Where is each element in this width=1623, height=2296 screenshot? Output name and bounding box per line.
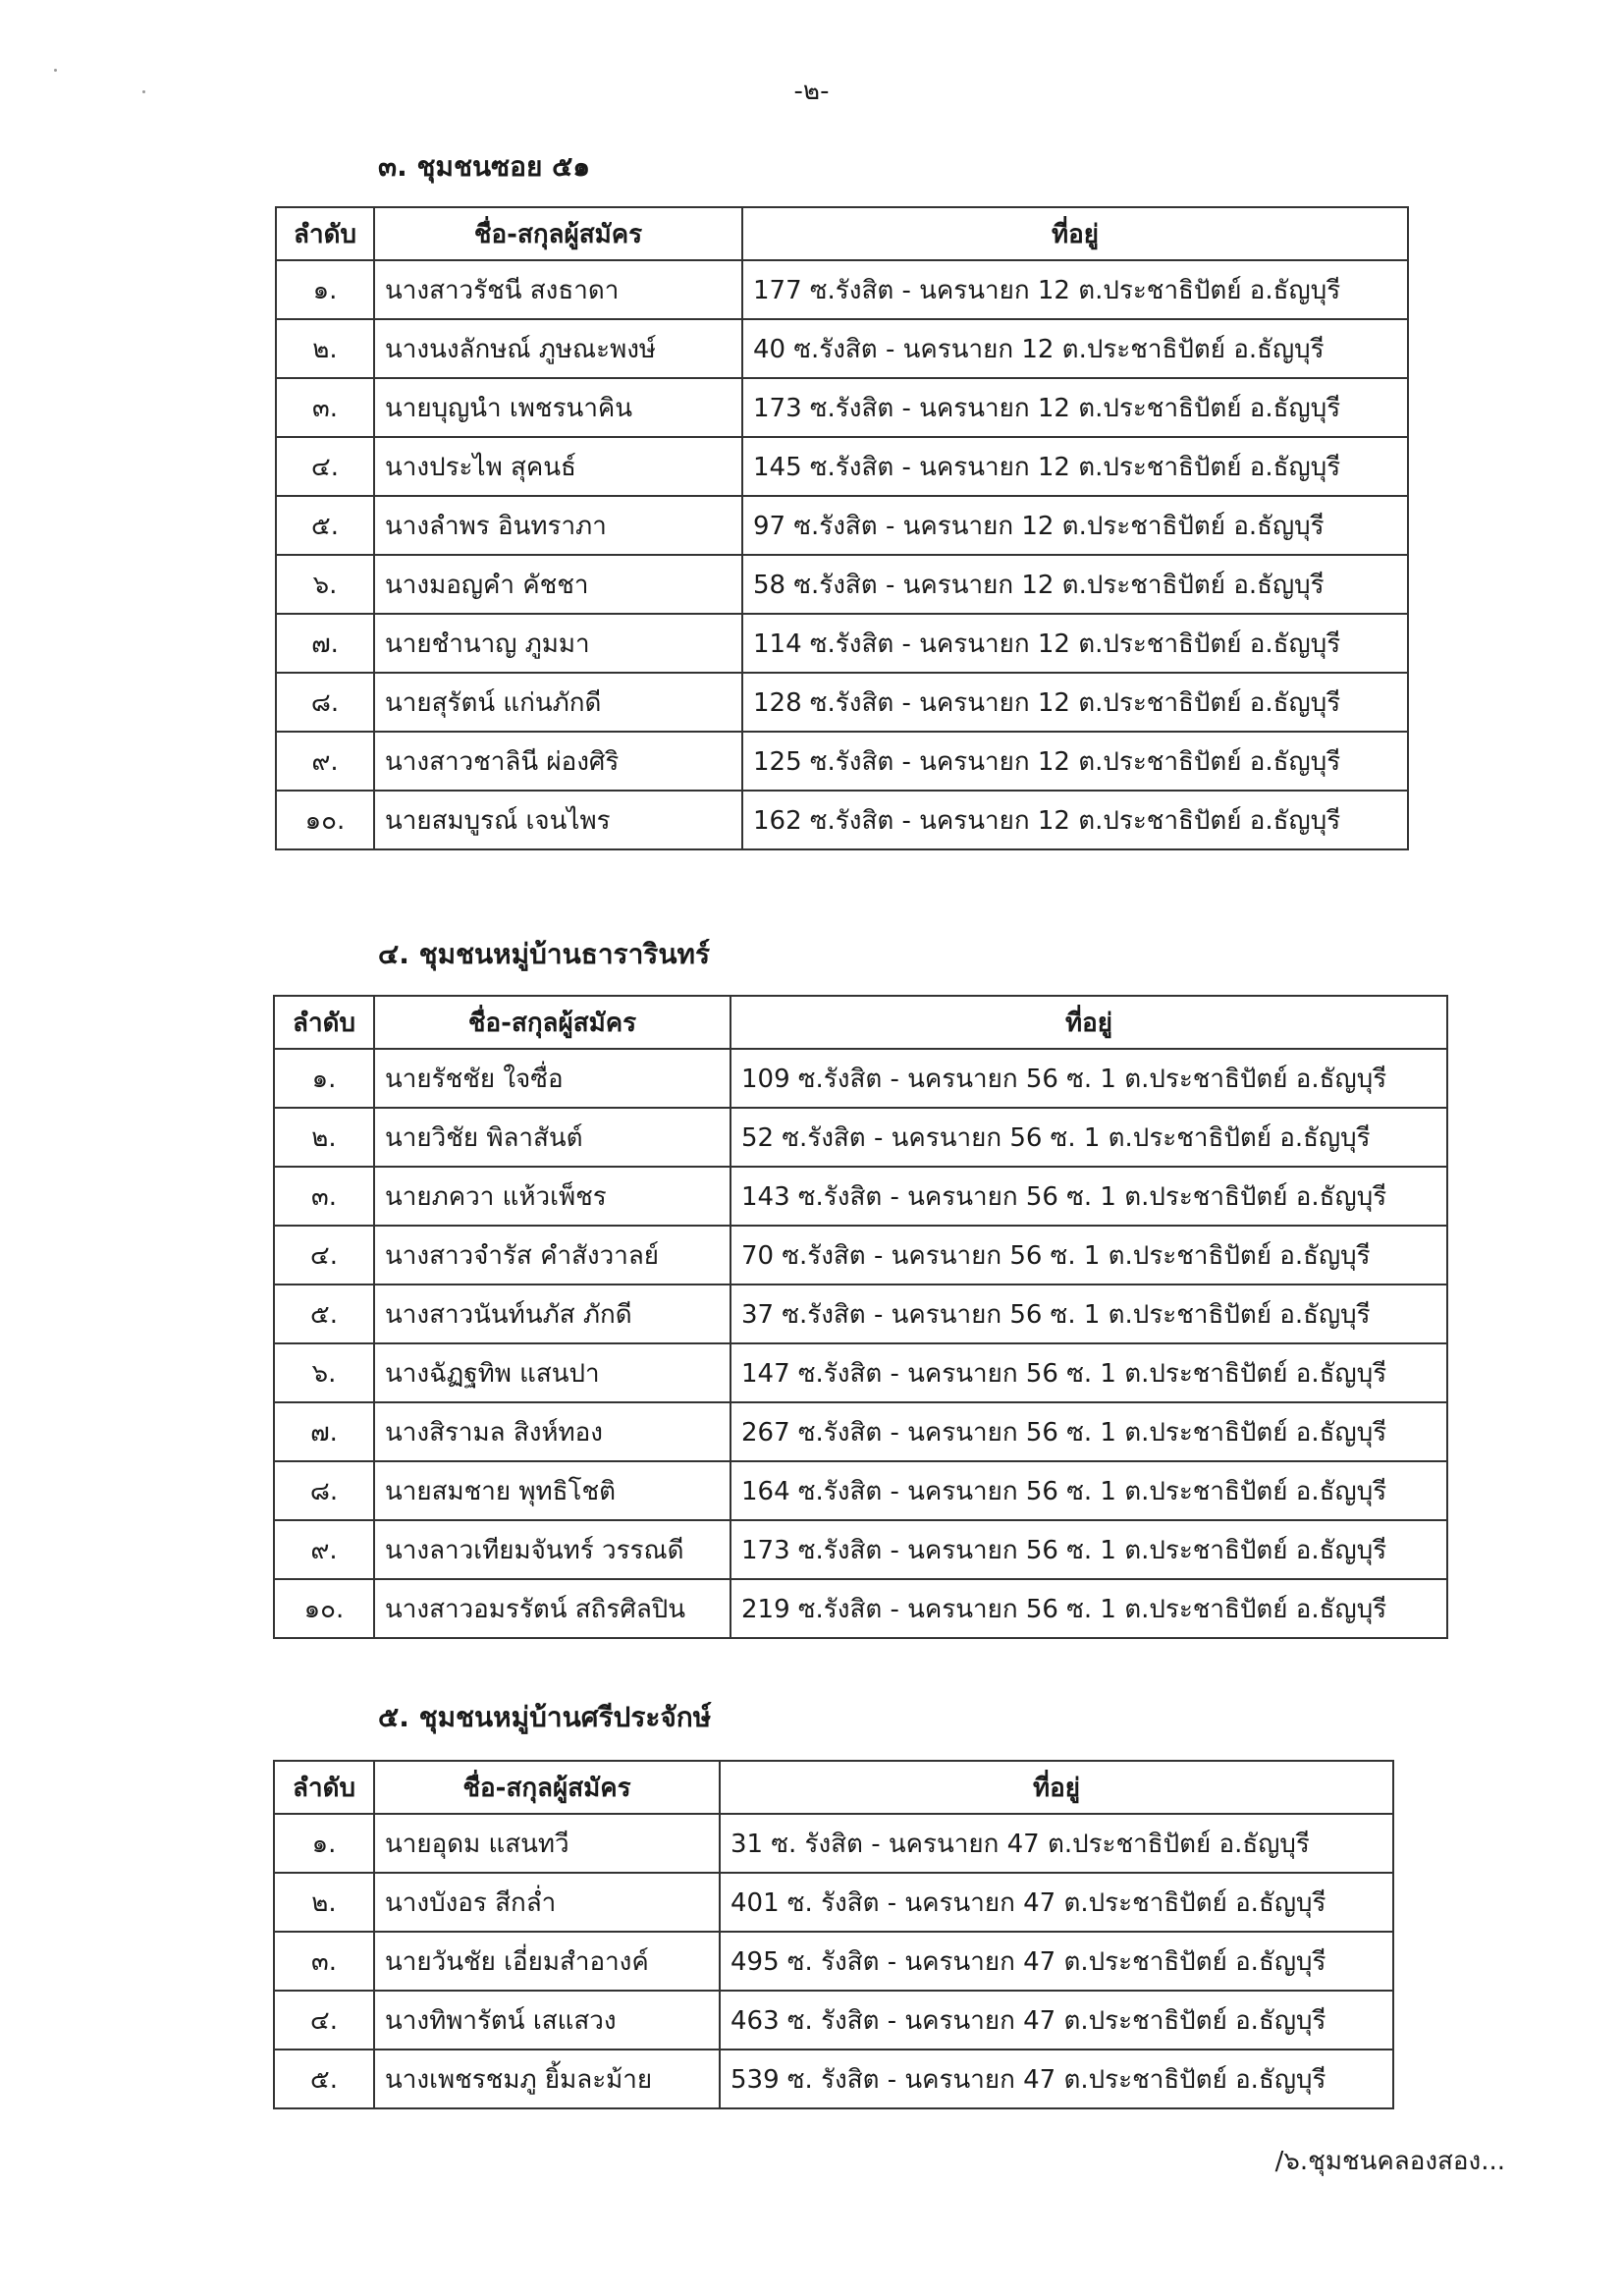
table-row: [276, 555, 1408, 614]
table-row: [274, 1991, 1393, 2050]
column-header-index: ลำดับ: [274, 996, 374, 1049]
column-header-index: ลำดับ: [274, 1761, 374, 1814]
table-row: [274, 1461, 1447, 1520]
row-name-cell: นางสาวชาลินี ผ่องศิริ: [374, 732, 742, 791]
table-row: [276, 673, 1408, 732]
row-index-cell: ๒.: [274, 1873, 374, 1932]
row-address-cell: 37 ซ.รังสิต - นครนายก 56 ซ. 1 ต.ประชาธิปัตย์ อ.ธัญบุรี: [730, 1285, 1447, 1343]
row-name-cell: นายวันชัย เอี่ยมสำอางค์: [374, 1932, 720, 1991]
table-row: [276, 378, 1408, 437]
table-row: [276, 260, 1408, 319]
row-index-cell: ๔.: [276, 437, 374, 496]
section-5-table: [273, 1760, 1394, 2109]
row-address-cell: 162 ซ.รังสิต - นครนายก 12 ต.ประชาธิปัตย์ อ.ธัญบุรี: [742, 791, 1408, 849]
row-address-cell: 114 ซ.รังสิต - นครนายก 12 ต.ประชาธิปัตย์ อ.ธัญบุรี: [742, 614, 1408, 673]
column-header-address: ที่อยู่: [730, 996, 1447, 1049]
row-name-cell: นางทิพารัตน์ เสแสวง: [374, 1991, 720, 2050]
row-name-cell: นายอุดม แสนทวี: [374, 1814, 720, 1873]
row-address-cell: 58 ซ.รังสิต - นครนายก 12 ต.ประชาธิปัตย์ อ.ธัญบุรี: [742, 555, 1408, 614]
table-row: [276, 791, 1408, 849]
row-name-cell: นายสมบูรณ์ เจนไพร: [374, 791, 742, 849]
row-name-cell: นางสาวรัชนี สงธาดา: [374, 260, 742, 319]
row-address-cell: 177 ซ.รังสิต - นครนายก 12 ต.ประชาธิปัตย์ อ.ธัญบุรี: [742, 260, 1408, 319]
table-row: [274, 1932, 1393, 1991]
row-index-cell: ๑๐.: [274, 1579, 374, 1638]
row-name-cell: นายรัชชัย ใจซื่อ: [374, 1049, 730, 1108]
table-row: [274, 1285, 1447, 1343]
row-index-cell: ๗.: [276, 614, 374, 673]
row-name-cell: นางนงลักษณ์ ภูษณะพงษ์: [374, 319, 742, 378]
row-index-cell: ๖.: [276, 555, 374, 614]
column-header-address: ที่อยู่: [720, 1761, 1393, 1814]
row-name-cell: นางฉัฏฐทิพ แสนปา: [374, 1343, 730, 1402]
row-name-cell: นางเพชรชมภู ยิ้มละม้าย: [374, 2050, 720, 2108]
table-row: [274, 1226, 1447, 1285]
row-name-cell: นายวิชัย พิลาสันต์: [374, 1108, 730, 1167]
table-row: [274, 1167, 1447, 1226]
row-index-cell: ๕.: [276, 496, 374, 555]
section-3-heading: ๓. ชุมชนซอย ๕๑: [378, 150, 591, 183]
table-row: [274, 1520, 1447, 1579]
row-index-cell: ๑.: [274, 1049, 374, 1108]
row-address-cell: 219 ซ.รังสิต - นครนายก 56 ซ. 1 ต.ประชาธิปัตย์ อ.ธัญบุรี: [730, 1579, 1447, 1638]
table-row: [274, 1049, 1447, 1108]
row-name-cell: นางประไพ สุคนธ์: [374, 437, 742, 496]
row-address-cell: 463 ซ. รังสิต - นครนายก 47 ต.ประชาธิปัตย์ อ.ธัญบุรี: [720, 1991, 1393, 2050]
row-address-cell: 125 ซ.รังสิต - นครนายก 12 ต.ประชาธิปัตย์ อ.ธัญบุรี: [742, 732, 1408, 791]
continuation-note: /๖.ชุมชนคลองสอง...: [1274, 2147, 1505, 2176]
row-address-cell: 173 ซ.รังสิต - นครนายก 12 ต.ประชาธิปัตย์ อ.ธัญบุรี: [742, 378, 1408, 437]
table-row: [276, 319, 1408, 378]
row-address-cell: 40 ซ.รังสิต - นครนายก 12 ต.ประชาธิปัตย์ อ.ธัญบุรี: [742, 319, 1408, 378]
row-address-cell: 109 ซ.รังสิต - นครนายก 56 ซ. 1 ต.ประชาธิปัตย์ อ.ธัญบุรี: [730, 1049, 1447, 1108]
table-row: [274, 1814, 1393, 1873]
row-name-cell: นายชำนาญ ภูมมา: [374, 614, 742, 673]
table-header-row: [274, 996, 1447, 1049]
column-header-index: ลำดับ: [276, 207, 374, 260]
table-row: [274, 1343, 1447, 1402]
row-address-cell: 401 ซ. รังสิต - นครนายก 47 ต.ประชาธิปัตย์ อ.ธัญบุรี: [720, 1873, 1393, 1932]
column-header-name: ชื่อ-สกุลผู้สมัคร: [374, 996, 730, 1049]
table-row: [274, 1873, 1393, 1932]
table-row: [276, 437, 1408, 496]
row-address-cell: 173 ซ.รังสิต - นครนายก 56 ซ. 1 ต.ประชาธิปัตย์ อ.ธัญบุรี: [730, 1520, 1447, 1579]
row-index-cell: ๔.: [274, 1226, 374, 1285]
row-address-cell: 70 ซ.รังสิต - นครนายก 56 ซ. 1 ต.ประชาธิปัตย์ อ.ธัญบุรี: [730, 1226, 1447, 1285]
table-row: [276, 614, 1408, 673]
row-address-cell: 147 ซ.รังสิต - นครนายก 56 ซ. 1 ต.ประชาธิปัตย์ อ.ธัญบุรี: [730, 1343, 1447, 1402]
section-5-heading: ๕. ชุมชนหมู่บ้านศรีประจักษ์: [378, 1701, 712, 1733]
row-name-cell: นางบังอร สีกล่ำ: [374, 1873, 720, 1932]
row-index-cell: ๙.: [274, 1520, 374, 1579]
row-name-cell: นางสาวนันท์นภัส ภักดี: [374, 1285, 730, 1343]
row-index-cell: ๒.: [276, 319, 374, 378]
table-header-row: [274, 1761, 1393, 1814]
column-header-name: ชื่อ-สกุลผู้สมัคร: [374, 207, 742, 260]
row-address-cell: 52 ซ.รังสิต - นครนายก 56 ซ. 1 ต.ประชาธิปัตย์ อ.ธัญบุรี: [730, 1108, 1447, 1167]
row-address-cell: 539 ซ. รังสิต - นครนายก 47 ต.ประชาธิปัตย์ อ.ธัญบุรี: [720, 2050, 1393, 2108]
row-index-cell: ๑.: [274, 1814, 374, 1873]
section-4-heading: ๔. ชุมชนหมู่บ้านธารารินทร์: [378, 938, 710, 970]
column-header-name: ชื่อ-สกุลผู้สมัคร: [374, 1761, 720, 1814]
row-address-cell: 128 ซ.รังสิต - นครนายก 12 ต.ประชาธิปัตย์ อ.ธัญบุรี: [742, 673, 1408, 732]
table-row: [274, 1108, 1447, 1167]
row-name-cell: นางลำพร อินทราภา: [374, 496, 742, 555]
row-index-cell: ๓.: [274, 1932, 374, 1991]
row-address-cell: 143 ซ.รังสิต - นครนายก 56 ซ. 1 ต.ประชาธิปัตย์ อ.ธัญบุรี: [730, 1167, 1447, 1226]
row-index-cell: ๘.: [276, 673, 374, 732]
row-index-cell: ๗.: [274, 1402, 374, 1461]
column-header-address: ที่อยู่: [742, 207, 1408, 260]
row-address-cell: 145 ซ.รังสิต - นครนายก 12 ต.ประชาธิปัตย์ อ.ธัญบุรี: [742, 437, 1408, 496]
row-address-cell: 164 ซ.รังสิต - นครนายก 56 ซ. 1 ต.ประชาธิปัตย์ อ.ธัญบุรี: [730, 1461, 1447, 1520]
row-index-cell: ๔.: [274, 1991, 374, 2050]
row-name-cell: นายสมชาย พุทธิโชติ: [374, 1461, 730, 1520]
section-3-table: [275, 206, 1409, 850]
table-row: [274, 1579, 1447, 1638]
row-name-cell: นางสาวอมรรัตน์ สถิรศิลปิน: [374, 1579, 730, 1638]
row-index-cell: ๑๐.: [276, 791, 374, 849]
row-address-cell: 267 ซ.รังสิต - นครนายก 56 ซ. 1 ต.ประชาธิปัตย์ อ.ธัญบุรี: [730, 1402, 1447, 1461]
row-name-cell: นางลาวเทียมจันทร์ วรรณดี: [374, 1520, 730, 1579]
row-name-cell: นางมอญคำ คัชชา: [374, 555, 742, 614]
table-row: [276, 496, 1408, 555]
row-address-cell: 495 ซ. รังสิต - นครนายก 47 ต.ประชาธิปัตย์ อ.ธัญบุรี: [720, 1932, 1393, 1991]
row-index-cell: ๓.: [274, 1167, 374, 1226]
section-4-table: [273, 995, 1448, 1639]
row-index-cell: ๒.: [274, 1108, 374, 1167]
table-header-row: [276, 207, 1408, 260]
row-index-cell: ๖.: [274, 1343, 374, 1402]
row-index-cell: ๕.: [274, 1285, 374, 1343]
row-name-cell: นายสุรัตน์ แก่นภักดี: [374, 673, 742, 732]
row-address-cell: 97 ซ.รังสิต - นครนายก 12 ต.ประชาธิปัตย์ อ.ธัญบุรี: [742, 496, 1408, 555]
row-name-cell: นายภควา แห้วเพ็ชร: [374, 1167, 730, 1226]
page-number: -๒-: [793, 77, 830, 106]
row-address-cell: 31 ซ. รังสิต - นครนายก 47 ต.ประชาธิปัตย์ อ.ธัญบุรี: [720, 1814, 1393, 1873]
row-index-cell: ๓.: [276, 378, 374, 437]
row-index-cell: ๙.: [276, 732, 374, 791]
row-name-cell: นายบุญนำ เพชรนาคิน: [374, 378, 742, 437]
row-index-cell: ๘.: [274, 1461, 374, 1520]
row-name-cell: นางสาวจำรัส คำสังวาลย์: [374, 1226, 730, 1285]
row-index-cell: ๑.: [276, 260, 374, 319]
row-index-cell: ๕.: [274, 2050, 374, 2108]
row-name-cell: นางสิรามล สิงห์ทอง: [374, 1402, 730, 1461]
table-row: [274, 1402, 1447, 1461]
table-row: [274, 2050, 1393, 2108]
table-row: [276, 732, 1408, 791]
